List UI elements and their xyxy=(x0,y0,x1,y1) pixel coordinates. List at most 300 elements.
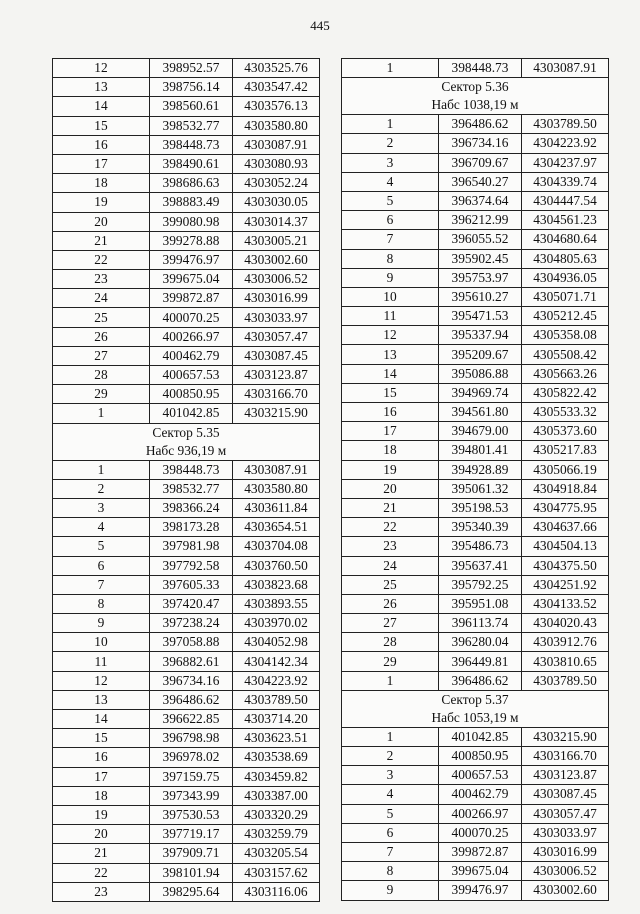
x-coordinate-cell: 397792.58 xyxy=(150,556,233,575)
table-row xyxy=(342,422,609,441)
point-number-cell: 9 xyxy=(342,268,439,287)
table-row xyxy=(342,115,609,134)
table-row xyxy=(342,287,609,306)
point-number-cell: 17 xyxy=(342,422,439,441)
x-coordinate-cell: 397605.33 xyxy=(150,575,233,594)
x-coordinate-cell: 394561.80 xyxy=(439,403,522,422)
table-row xyxy=(342,785,609,804)
y-coordinate-cell: 4303760.50 xyxy=(233,556,320,575)
x-coordinate-cell: 400462.79 xyxy=(150,346,233,365)
y-coordinate-cell: 4303893.55 xyxy=(233,594,320,613)
y-coordinate-cell: 4304561.23 xyxy=(522,211,609,230)
y-coordinate-cell: 4303912.76 xyxy=(522,633,609,652)
point-number-cell: 3 xyxy=(53,498,150,517)
point-number-cell: 24 xyxy=(53,289,150,308)
table-row xyxy=(53,193,320,212)
table-row xyxy=(342,172,609,191)
x-coordinate-cell: 398756.14 xyxy=(150,78,233,97)
y-coordinate-cell: 4303087.91 xyxy=(233,460,320,479)
y-coordinate-cell: 4303014.37 xyxy=(233,212,320,231)
point-number-cell: 3 xyxy=(342,153,439,172)
point-number-cell: 6 xyxy=(342,823,439,842)
table-row xyxy=(53,116,320,135)
table-row xyxy=(342,268,609,287)
table-row xyxy=(342,307,609,326)
y-coordinate-cell: 4303033.97 xyxy=(233,308,320,327)
y-coordinate-cell: 4303157.62 xyxy=(233,863,320,882)
point-number-cell: 19 xyxy=(53,193,150,212)
x-coordinate-cell: 400462.79 xyxy=(439,785,522,804)
point-number-cell: 12 xyxy=(342,326,439,345)
x-coordinate-cell: 396734.16 xyxy=(150,671,233,690)
y-coordinate-cell: 4303823.68 xyxy=(233,575,320,594)
table-row xyxy=(342,479,609,498)
table-row xyxy=(342,766,609,785)
y-coordinate-cell: 4304223.92 xyxy=(233,671,320,690)
table-row xyxy=(342,862,609,881)
y-coordinate-cell: 4305663.26 xyxy=(522,364,609,383)
table-row xyxy=(342,804,609,823)
x-coordinate-cell: 394679.00 xyxy=(439,422,522,441)
point-number-cell: 13 xyxy=(53,78,150,97)
y-coordinate-cell: 4303087.45 xyxy=(233,346,320,365)
point-number-cell: 29 xyxy=(342,652,439,671)
table-row xyxy=(53,346,320,365)
y-coordinate-cell: 4304918.84 xyxy=(522,479,609,498)
point-number-cell: 23 xyxy=(342,537,439,556)
x-coordinate-cell: 398490.61 xyxy=(150,154,233,173)
sector-header xyxy=(342,690,609,727)
x-coordinate-cell: 400266.97 xyxy=(150,327,233,346)
point-number-cell: 22 xyxy=(53,250,150,269)
point-number-cell: 8 xyxy=(342,249,439,268)
x-coordinate-cell: 401042.85 xyxy=(150,404,233,423)
x-coordinate-cell: 396798.98 xyxy=(150,729,233,748)
point-number-cell: 22 xyxy=(342,518,439,537)
table-row xyxy=(342,441,609,460)
table-row xyxy=(53,805,320,824)
x-coordinate-cell: 395486.73 xyxy=(439,537,522,556)
y-coordinate-cell: 4303123.87 xyxy=(522,766,609,785)
x-coordinate-cell: 395471.53 xyxy=(439,307,522,326)
point-number-cell: 23 xyxy=(53,882,150,901)
y-coordinate-cell: 4303611.84 xyxy=(233,498,320,517)
x-coordinate-cell: 398448.73 xyxy=(150,135,233,154)
point-number-cell: 23 xyxy=(53,270,150,289)
y-coordinate-cell: 4303580.80 xyxy=(233,116,320,135)
y-coordinate-cell: 4305822.42 xyxy=(522,383,609,402)
table-row xyxy=(342,230,609,249)
y-coordinate-cell: 4303580.80 xyxy=(233,479,320,498)
x-coordinate-cell: 399278.88 xyxy=(150,231,233,250)
point-number-cell: 4 xyxy=(342,172,439,191)
table-row xyxy=(342,881,609,900)
y-coordinate-cell: 4303970.02 xyxy=(233,614,320,633)
x-coordinate-cell: 397420.47 xyxy=(150,594,233,613)
x-coordinate-cell: 396212.99 xyxy=(439,211,522,230)
y-coordinate-cell: 4305508.42 xyxy=(522,345,609,364)
x-coordinate-cell: 399476.97 xyxy=(150,250,233,269)
table-row xyxy=(53,498,320,517)
x-coordinate-cell: 396486.62 xyxy=(439,671,522,690)
table-row xyxy=(53,537,320,556)
y-coordinate-cell: 4303057.47 xyxy=(522,804,609,823)
y-coordinate-cell: 4305373.60 xyxy=(522,422,609,441)
x-coordinate-cell: 397238.24 xyxy=(150,614,233,633)
table-row xyxy=(342,537,609,556)
point-number-cell: 20 xyxy=(53,212,150,231)
sector-height: Набс 936,19 м xyxy=(145,442,227,458)
table-row xyxy=(53,327,320,346)
point-number-cell: 26 xyxy=(342,594,439,613)
y-coordinate-cell: 4305533.32 xyxy=(522,403,609,422)
page-number: 445 xyxy=(310,18,330,33)
x-coordinate-cell: 398101.94 xyxy=(150,863,233,882)
y-coordinate-cell: 4303789.50 xyxy=(522,671,609,690)
y-coordinate-cell: 4303166.70 xyxy=(522,747,609,766)
sector-title: Сектор 5.35 xyxy=(152,424,220,440)
point-number-cell: 18 xyxy=(53,786,150,805)
table-row xyxy=(342,671,609,690)
y-coordinate-cell: 4303320.29 xyxy=(233,805,320,824)
y-coordinate-cell: 4303810.65 xyxy=(522,652,609,671)
point-number-cell: 22 xyxy=(53,863,150,882)
y-coordinate-cell: 4304504.13 xyxy=(522,537,609,556)
table-row xyxy=(342,211,609,230)
y-coordinate-cell: 4303123.87 xyxy=(233,366,320,385)
table-row xyxy=(53,825,320,844)
y-coordinate-cell: 4303002.60 xyxy=(522,881,609,900)
table-row xyxy=(342,575,609,594)
point-number-cell: 15 xyxy=(53,116,150,135)
x-coordinate-cell: 398560.61 xyxy=(150,97,233,116)
x-coordinate-cell: 395086.88 xyxy=(439,364,522,383)
sector-header-row xyxy=(53,423,320,460)
x-coordinate-cell: 395337.94 xyxy=(439,326,522,345)
point-number-cell: 12 xyxy=(53,59,150,78)
table-row xyxy=(342,345,609,364)
x-coordinate-cell: 398366.24 xyxy=(150,498,233,517)
y-coordinate-cell: 4305066.19 xyxy=(522,460,609,479)
point-number-cell: 16 xyxy=(53,748,150,767)
point-number-cell: 17 xyxy=(53,767,150,786)
point-number-cell: 6 xyxy=(342,211,439,230)
y-coordinate-cell: 4303704.08 xyxy=(233,537,320,556)
point-number-cell: 8 xyxy=(53,594,150,613)
table-row xyxy=(342,383,609,402)
point-number-cell: 11 xyxy=(53,652,150,671)
x-coordinate-cell: 395637.41 xyxy=(439,556,522,575)
table-row xyxy=(53,97,320,116)
x-coordinate-cell: 396486.62 xyxy=(150,690,233,709)
y-coordinate-cell: 4303080.93 xyxy=(233,154,320,173)
point-number-cell: 25 xyxy=(53,308,150,327)
point-number-cell: 27 xyxy=(342,614,439,633)
point-number-cell: 2 xyxy=(342,134,439,153)
y-coordinate-cell: 4304375.50 xyxy=(522,556,609,575)
x-coordinate-cell: 398448.73 xyxy=(439,59,522,78)
x-coordinate-cell: 395061.32 xyxy=(439,479,522,498)
table-row xyxy=(53,308,320,327)
point-number-cell: 7 xyxy=(342,230,439,249)
point-number-cell: 24 xyxy=(342,556,439,575)
table-row xyxy=(53,594,320,613)
table-row xyxy=(342,594,609,613)
sector-header xyxy=(53,423,320,460)
table-row xyxy=(53,671,320,690)
table-row xyxy=(53,652,320,671)
x-coordinate-cell: 396374.64 xyxy=(439,191,522,210)
table-row xyxy=(53,250,320,269)
point-number-cell: 5 xyxy=(342,191,439,210)
y-coordinate-cell: 4304680.64 xyxy=(522,230,609,249)
point-number-cell: 16 xyxy=(53,135,150,154)
sector-height: Набс 1038,19 м xyxy=(431,97,519,113)
point-number-cell: 18 xyxy=(53,174,150,193)
y-coordinate-cell: 4304339.74 xyxy=(522,172,609,191)
table-row xyxy=(53,154,320,173)
table-row xyxy=(53,518,320,537)
point-number-cell: 9 xyxy=(53,614,150,633)
point-number-cell: 15 xyxy=(342,383,439,402)
point-number-cell: 2 xyxy=(342,747,439,766)
x-coordinate-cell: 396734.16 xyxy=(439,134,522,153)
y-coordinate-cell: 4303623.51 xyxy=(233,729,320,748)
point-number-cell: 28 xyxy=(342,633,439,652)
x-coordinate-cell: 399872.87 xyxy=(439,842,522,861)
x-coordinate-cell: 400850.95 xyxy=(439,747,522,766)
x-coordinate-cell: 396882.61 xyxy=(150,652,233,671)
y-coordinate-cell: 4303459.82 xyxy=(233,767,320,786)
table-row xyxy=(342,556,609,575)
x-coordinate-cell: 398686.63 xyxy=(150,174,233,193)
point-number-cell: 11 xyxy=(342,307,439,326)
y-coordinate-cell: 4304805.63 xyxy=(522,249,609,268)
x-coordinate-cell: 400657.53 xyxy=(439,766,522,785)
y-coordinate-cell: 4303016.99 xyxy=(522,842,609,861)
point-number-cell: 15 xyxy=(53,729,150,748)
point-number-cell: 1 xyxy=(53,460,150,479)
point-number-cell: 19 xyxy=(342,460,439,479)
x-coordinate-cell: 394928.89 xyxy=(439,460,522,479)
y-coordinate-cell: 4303387.00 xyxy=(233,786,320,805)
y-coordinate-cell: 4304237.97 xyxy=(522,153,609,172)
y-coordinate-cell: 4304223.92 xyxy=(522,134,609,153)
table-row xyxy=(53,270,320,289)
table-row xyxy=(342,652,609,671)
x-coordinate-cell: 395902.45 xyxy=(439,249,522,268)
x-coordinate-cell: 396622.85 xyxy=(150,710,233,729)
point-number-cell: 27 xyxy=(53,346,150,365)
point-number-cell: 19 xyxy=(53,805,150,824)
table-row xyxy=(53,710,320,729)
y-coordinate-cell: 4304251.92 xyxy=(522,575,609,594)
table-row xyxy=(53,385,320,404)
x-coordinate-cell: 400070.25 xyxy=(439,823,522,842)
table-row xyxy=(53,748,320,767)
point-number-cell: 12 xyxy=(53,671,150,690)
x-coordinate-cell: 396449.81 xyxy=(439,652,522,671)
y-coordinate-cell: 4303525.76 xyxy=(233,59,320,78)
point-number-cell: 14 xyxy=(53,97,150,116)
coordinates-table-right-body xyxy=(342,59,609,901)
y-coordinate-cell: 4304637.66 xyxy=(522,518,609,537)
point-number-cell: 1 xyxy=(342,115,439,134)
table-row xyxy=(342,633,609,652)
y-coordinate-cell: 4303087.91 xyxy=(522,59,609,78)
table-row xyxy=(53,575,320,594)
x-coordinate-cell: 399476.97 xyxy=(439,881,522,900)
table-row xyxy=(53,78,320,97)
y-coordinate-cell: 4303215.90 xyxy=(522,727,609,746)
point-number-cell: 13 xyxy=(342,345,439,364)
point-number-cell: 9 xyxy=(342,881,439,900)
x-coordinate-cell: 394801.41 xyxy=(439,441,522,460)
x-coordinate-cell: 397909.71 xyxy=(150,844,233,863)
table-row xyxy=(342,498,609,517)
table-row xyxy=(53,614,320,633)
y-coordinate-cell: 4303030.05 xyxy=(233,193,320,212)
point-number-cell: 20 xyxy=(53,825,150,844)
x-coordinate-cell: 397719.17 xyxy=(150,825,233,844)
x-coordinate-cell: 398532.77 xyxy=(150,479,233,498)
y-coordinate-cell: 4303654.51 xyxy=(233,518,320,537)
y-coordinate-cell: 4303215.90 xyxy=(233,404,320,423)
x-coordinate-cell: 398173.28 xyxy=(150,518,233,537)
x-coordinate-cell: 396280.04 xyxy=(439,633,522,652)
table-row xyxy=(342,842,609,861)
table-row xyxy=(53,59,320,78)
x-coordinate-cell: 398883.49 xyxy=(150,193,233,212)
table-row xyxy=(342,191,609,210)
table-row xyxy=(342,249,609,268)
x-coordinate-cell: 399675.04 xyxy=(439,862,522,881)
x-coordinate-cell: 399872.87 xyxy=(150,289,233,308)
y-coordinate-cell: 4305217.83 xyxy=(522,441,609,460)
y-coordinate-cell: 4303006.52 xyxy=(522,862,609,881)
point-number-cell: 1 xyxy=(342,671,439,690)
point-number-cell: 18 xyxy=(342,441,439,460)
coordinates-table-right xyxy=(341,58,609,901)
point-number-cell: 13 xyxy=(53,690,150,709)
x-coordinate-cell: 399080.98 xyxy=(150,212,233,231)
table-row xyxy=(342,823,609,842)
x-coordinate-cell: 396113.74 xyxy=(439,614,522,633)
point-number-cell: 3 xyxy=(342,766,439,785)
point-number-cell: 25 xyxy=(342,575,439,594)
x-coordinate-cell: 397159.75 xyxy=(150,767,233,786)
point-number-cell: 8 xyxy=(342,862,439,881)
table-row xyxy=(342,59,609,78)
sector-height: Набс 1053,19 м xyxy=(431,709,519,725)
x-coordinate-cell: 398952.57 xyxy=(150,59,233,78)
x-coordinate-cell: 395951.08 xyxy=(439,594,522,613)
x-coordinate-cell: 394969.74 xyxy=(439,383,522,402)
x-coordinate-cell: 400657.53 xyxy=(150,366,233,385)
y-coordinate-cell: 4305212.45 xyxy=(522,307,609,326)
x-coordinate-cell: 397058.88 xyxy=(150,633,233,652)
point-number-cell: 4 xyxy=(342,785,439,804)
point-number-cell: 20 xyxy=(342,479,439,498)
x-coordinate-cell: 397343.99 xyxy=(150,786,233,805)
y-coordinate-cell: 4303016.99 xyxy=(233,289,320,308)
y-coordinate-cell: 4305071.71 xyxy=(522,287,609,306)
point-number-cell: 21 xyxy=(53,844,150,863)
table-row xyxy=(53,882,320,901)
point-number-cell: 1 xyxy=(342,59,439,78)
x-coordinate-cell: 398448.73 xyxy=(150,460,233,479)
x-coordinate-cell: 395610.27 xyxy=(439,287,522,306)
y-coordinate-cell: 4303087.45 xyxy=(522,785,609,804)
y-coordinate-cell: 4303002.60 xyxy=(233,250,320,269)
table-row xyxy=(53,729,320,748)
y-coordinate-cell: 4303033.97 xyxy=(522,823,609,842)
sector-title: Сектор 5.36 xyxy=(441,79,509,95)
x-coordinate-cell: 396709.67 xyxy=(439,153,522,172)
table-row xyxy=(342,747,609,766)
y-coordinate-cell: 4304142.34 xyxy=(233,652,320,671)
point-number-cell: 7 xyxy=(53,575,150,594)
y-coordinate-cell: 4304133.52 xyxy=(522,594,609,613)
table-row xyxy=(53,863,320,882)
x-coordinate-cell: 399675.04 xyxy=(150,270,233,289)
table-row xyxy=(342,326,609,345)
y-coordinate-cell: 4303006.52 xyxy=(233,270,320,289)
point-number-cell: 10 xyxy=(53,633,150,652)
y-coordinate-cell: 4304775.95 xyxy=(522,498,609,517)
point-number-cell: 7 xyxy=(342,842,439,861)
x-coordinate-cell: 396055.52 xyxy=(439,230,522,249)
y-coordinate-cell: 4303057.47 xyxy=(233,327,320,346)
point-number-cell: 28 xyxy=(53,366,150,385)
x-coordinate-cell: 396978.02 xyxy=(150,748,233,767)
table-row xyxy=(53,460,320,479)
x-coordinate-cell: 400850.95 xyxy=(150,385,233,404)
point-number-cell: 14 xyxy=(342,364,439,383)
table-row xyxy=(53,786,320,805)
table-row xyxy=(53,366,320,385)
point-number-cell: 5 xyxy=(342,804,439,823)
table-row xyxy=(53,135,320,154)
point-number-cell: 17 xyxy=(53,154,150,173)
table-row xyxy=(342,364,609,383)
table-row xyxy=(342,460,609,479)
y-coordinate-cell: 4303538.69 xyxy=(233,748,320,767)
point-number-cell: 4 xyxy=(53,518,150,537)
table-row xyxy=(342,727,609,746)
table-row xyxy=(342,614,609,633)
x-coordinate-cell: 400070.25 xyxy=(150,308,233,327)
y-coordinate-cell: 4303166.70 xyxy=(233,385,320,404)
sector-header xyxy=(342,78,609,115)
table-row xyxy=(53,633,320,652)
coordinates-table-left-body xyxy=(53,59,320,902)
y-coordinate-cell: 4303052.24 xyxy=(233,174,320,193)
x-coordinate-cell: 398532.77 xyxy=(150,116,233,135)
table-row xyxy=(53,231,320,250)
sector-header-row xyxy=(342,78,609,115)
point-number-cell: 1 xyxy=(53,404,150,423)
point-number-cell: 21 xyxy=(53,231,150,250)
y-coordinate-cell: 4303205.54 xyxy=(233,844,320,863)
table-row xyxy=(53,479,320,498)
x-coordinate-cell: 395198.53 xyxy=(439,498,522,517)
y-coordinate-cell: 4304052.98 xyxy=(233,633,320,652)
y-coordinate-cell: 4303714.20 xyxy=(233,710,320,729)
point-number-cell: 29 xyxy=(53,385,150,404)
table-row xyxy=(342,134,609,153)
coordinates-table-left xyxy=(52,58,320,902)
